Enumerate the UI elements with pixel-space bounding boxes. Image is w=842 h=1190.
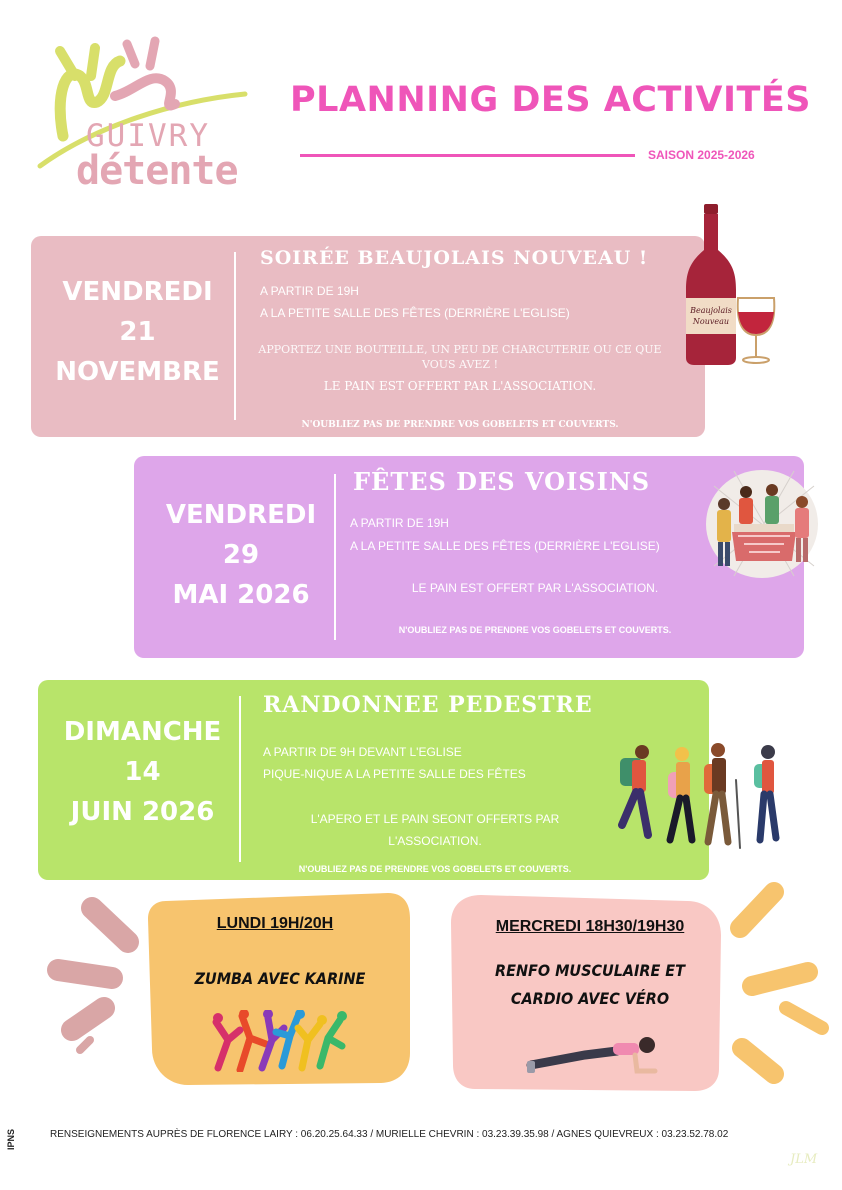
event-time: A PARTIR DE 19H: [350, 516, 449, 530]
event-date: [40, 272, 235, 392]
event-date: [146, 495, 336, 615]
event-date-number: 21: [119, 317, 156, 347]
event-date-month: JUIN 2026: [70, 797, 215, 827]
event-title: FÊTES DES VOISINS: [353, 467, 651, 496]
decorative-rays-right-icon: [712, 878, 832, 1098]
event-date-month: NOVEMBRE: [55, 357, 220, 387]
event-bring-line-1: APPORTEZ UNE BOUTEILLE, UN PEU DE CHARCUTERIE OU CE QUE: [258, 343, 662, 356]
zumba-description: ZUMBA AVEC KARINE: [194, 969, 366, 988]
event-offer: LE PAIN EST OFFERT PAR L'ASSOCIATION.: [323, 379, 597, 393]
page-title: PLANNING DES ACTIVITÉS: [290, 80, 811, 120]
date-divider: [239, 696, 241, 862]
event-location: A LA PETITE SALLE DES FÊTES (DERRIÈRE L'EGLISE): [260, 306, 570, 320]
event-date: [45, 712, 240, 832]
event-date-day: VENDREDI: [62, 277, 213, 307]
event-date-day: DIMANCHE: [63, 717, 222, 747]
neighbours-party-icon: [704, 466, 824, 581]
ipns-label: IPNS: [6, 1128, 16, 1150]
bottle-label-line-1: Beaujolais: [690, 306, 732, 315]
renfo-schedule: MERCREDI 18H30/19H30: [495, 918, 685, 935]
season-label: SAISON 2025-2026: [648, 148, 755, 162]
event-time: A PARTIR DE 19H: [260, 284, 359, 298]
event-title: RANDONNEE PEDESTRE: [263, 692, 593, 718]
hikers-icon: [600, 740, 790, 858]
event-date-number: 29: [222, 540, 260, 570]
event-offer-line-2: L'ASSOCIATION.: [388, 834, 482, 848]
dancers-icon: [210, 1010, 350, 1072]
title-underline: [300, 154, 635, 157]
bottle-label-line-2: Nouveau: [692, 317, 730, 326]
event-date-day: VENDREDI: [165, 500, 317, 530]
plank-exercise-icon: [525, 1035, 660, 1077]
renfo-description-line-1: RENFO MUSCULAIRE ET: [495, 961, 685, 980]
contacts-footer: RENSEIGNEMENTS AUPRÈS DE FLORENCE LAIRY : 06.20.25.64.33 / MURIELLE CHEVRIN : 03.23.39.35.98 / AGNES QUIEVREUX : 03.23.52.78.02: [50, 1129, 729, 1140]
event-note: N'OUBLIEZ PAS DE PRENDRE VOS GOBELETS ET COUVERTS.: [298, 864, 572, 874]
event-location: PIQUE-NIQUE A LA PETITE SALLE DES FÊTES: [263, 767, 526, 781]
event-date-month: MAI 2026: [172, 580, 310, 610]
date-divider: [334, 474, 336, 640]
event-location: A LA PETITE SALLE DES FÊTES (DERRIÈRE L'EGLISE): [350, 539, 660, 553]
event-date-number: 14: [124, 757, 161, 787]
logo-text-guivry: GUIVRY: [86, 118, 210, 154]
event-time: A PARTIR DE 9H DEVANT L'EGLISE: [263, 745, 462, 759]
event-bring-line-2: VOUS AVEZ !: [421, 358, 498, 371]
renfo-description-line-2: CARDIO AVEC VÉRO: [510, 989, 670, 1008]
event-offer-line-1: L'APERO ET LE PAIN SEONT OFFERTS PAR: [310, 812, 560, 826]
zumba-schedule: LUNDI 19H/20H: [216, 915, 334, 932]
signature: JLM: [790, 1152, 818, 1167]
event-title: SOIRÉE BEAUJOLAIS NOUVEAU !: [260, 247, 649, 269]
wine-bottle-glass-icon: [680, 200, 780, 368]
event-note: N'OUBLIEZ PAS DE PRENDRE VOS GOBELETS ET COUVERTS.: [301, 420, 619, 430]
event-note: N'OUBLIEZ PAS DE PRENDRE VOS GOBELETS ET COUVERTS.: [398, 625, 672, 635]
logo-text-detente: détente: [76, 148, 238, 194]
event-offer: LE PAIN EST OFFERT PAR L'ASSOCIATION.: [411, 581, 659, 595]
date-divider: [234, 252, 236, 420]
decorative-rays-left-icon: [40, 890, 150, 1070]
